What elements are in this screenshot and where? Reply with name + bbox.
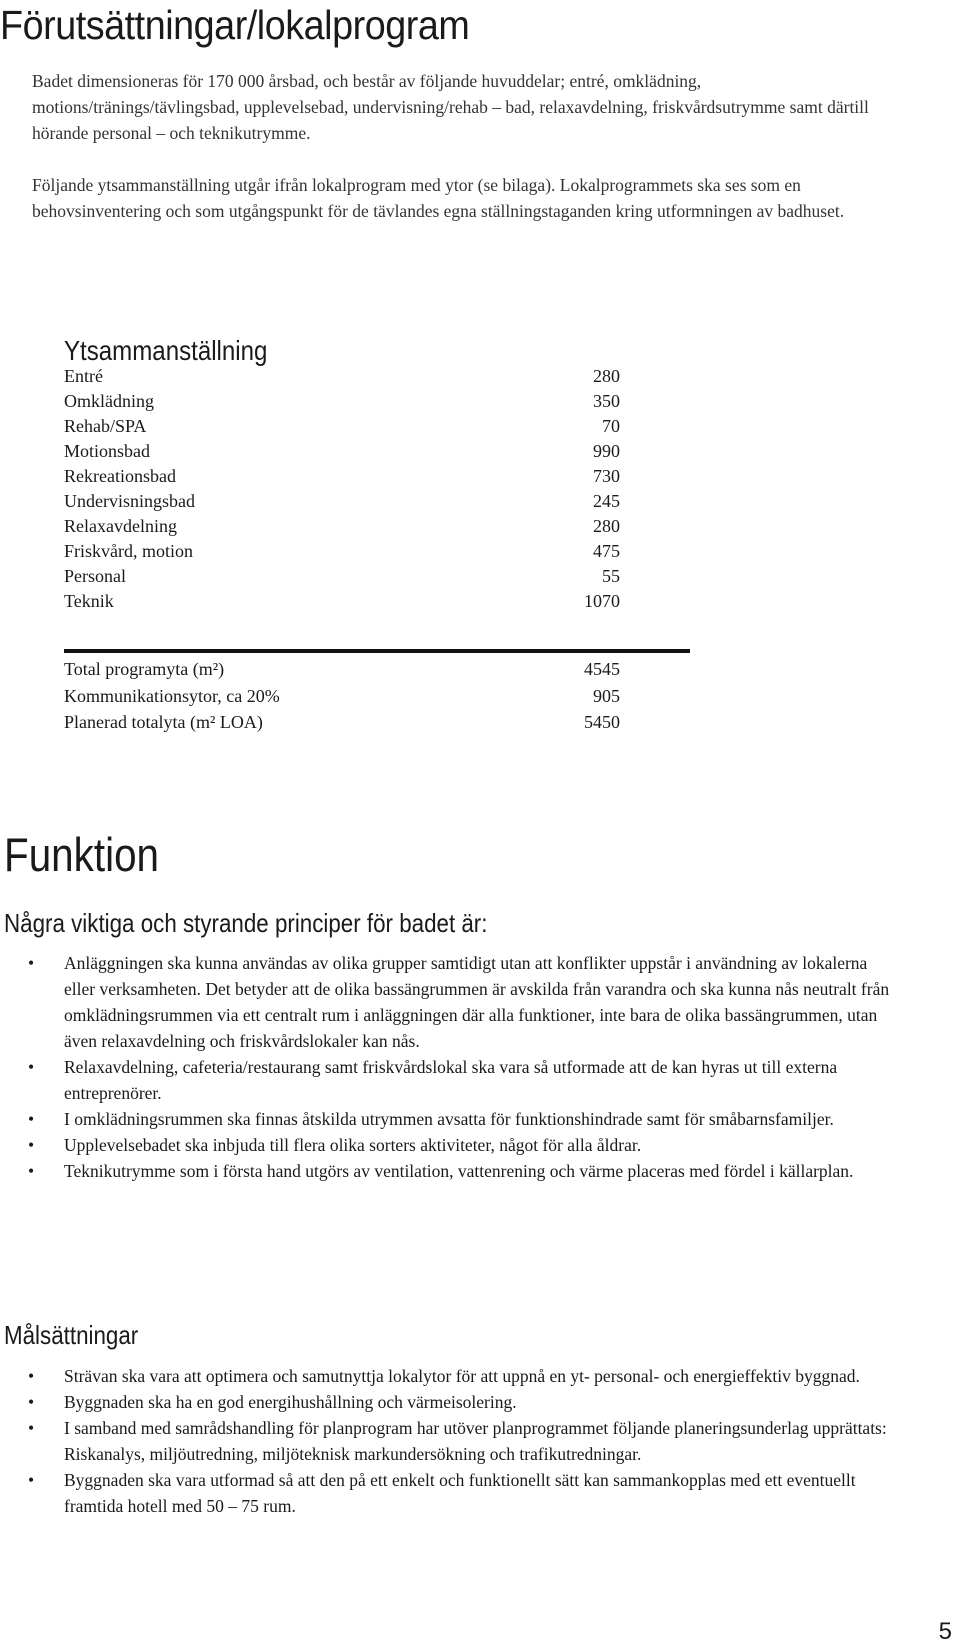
bullet-text: Upplevelsebadet ska inbjuda till flera olika sorters aktiviteter, något för alla åldrar.	[64, 1135, 642, 1155]
bullet-item	[0, 1363, 900, 1389]
page-title: Förutsättningar/lokalprogram	[0, 2, 470, 48]
bullet-item	[0, 1106, 900, 1132]
area-row	[64, 588, 620, 614]
area-row-value: 730	[593, 466, 620, 486]
bullet-icon: •	[28, 1366, 35, 1386]
funktion-heading: Funktion	[4, 828, 160, 881]
total-row-label: Planerad totalyta (m² LOA)	[64, 712, 263, 732]
area-table-title: Ytsammanställning	[64, 335, 268, 366]
area-row	[64, 538, 620, 564]
bullet-text: I samband med samrådshandling för planprogram har utöver planprogrammet följande planeringsunderlag upprättats: Riskanalys, miljöutredning, miljöteknisk markundersökning och trafikutredningar.	[64, 1418, 887, 1464]
funktion-list	[0, 950, 900, 1184]
area-row	[64, 413, 620, 439]
bullet-icon: •	[28, 1470, 35, 1490]
area-row-label: Entré	[64, 366, 103, 386]
area-row	[64, 513, 620, 539]
area-row	[64, 363, 620, 389]
bullet-item	[0, 1389, 900, 1415]
page-number: 5	[938, 1618, 952, 1645]
table-divider	[64, 649, 690, 653]
bullet-icon: •	[28, 1057, 35, 1077]
area-row-label: Undervisningsbad	[64, 491, 195, 511]
bullet-icon: •	[28, 1418, 35, 1438]
bullet-text: Byggnaden ska vara utformad så att den på ett enkelt och funktionellt sätt kan sammankopplas med ett eventuellt framtida hotell med 50 – 75 rum.	[64, 1470, 856, 1516]
area-row-label: Motionsbad	[64, 441, 151, 461]
bullet-item	[0, 1132, 900, 1158]
area-row-label: Omklädning	[64, 391, 154, 411]
area-row	[64, 438, 620, 464]
bullet-item	[0, 1158, 900, 1184]
bullet-text: Anläggningen ska kunna användas av olika grupper samtidigt utan att konflikter uppstår i användning av lokalerna eller verksamheten. Det betyder att de olika bassängrummen är avskilda från varandra och ska kunna nås neutralt från omklädningsrummen via ett centralt rum i anläggningen där alla funktioner, inte bara de olika bassängrummen, utan även relaxavdelning och friskvårdslokaler kan nås.	[64, 953, 890, 1051]
area-row-value: 475	[593, 541, 620, 561]
area-row	[64, 563, 620, 589]
total-row	[64, 656, 620, 682]
bullet-text: Strävan ska vara att optimera och samutnyttja lokalytor för att uppnå en yt- personal- och energieffektiv byggnad.	[64, 1366, 860, 1386]
intro-paragraph-1: Badet dimensioneras för 170 000 årsbad, och består av följande huvuddelar; entré, omklädning, motions/tränings/tävlingsbad, upplevelsebad, undervisning/rehab – bad, relaxavdelning, friskvårdsutrymme samt därtill hörande personal – och teknikutrymme.	[32, 71, 869, 143]
bullet-icon: •	[28, 1392, 35, 1412]
bullet-icon: •	[28, 1135, 35, 1155]
malsattningar-heading: Målsättningar	[4, 1320, 139, 1350]
total-row-value: 5450	[584, 712, 620, 732]
area-row-label: Teknik	[64, 591, 114, 611]
bullet-item	[0, 1054, 900, 1106]
intro-paragraph-2: Följande ytsammanställning utgår ifrån lokalprogram med ytor (se bilaga). Lokalprogrammets ska ses som en behovsinventering och som utgångspunkt för de tävlandes egna ställningstaganden kring utformningen av badhuset.	[32, 175, 845, 221]
bullet-item	[0, 950, 900, 1054]
funktion-subheading: Några viktiga och styrande principer för badet är:	[4, 908, 488, 938]
bullet-icon: •	[28, 1109, 35, 1129]
bullet-text: I omklädningsrummen ska finnas åtskilda utrymmen avsatta för funktionshindrade samt för småbarnsfamiljer.	[64, 1109, 834, 1129]
total-row-value: 4545	[584, 659, 620, 679]
total-row-label: Kommunikationsytor, ca 20%	[64, 685, 280, 706]
area-row-value: 70	[602, 416, 620, 436]
malsattningar-list	[0, 1363, 900, 1519]
total-row	[64, 709, 620, 735]
area-row-label: Relaxavdelning	[64, 516, 177, 536]
area-row-value: 990	[593, 441, 620, 461]
area-row-value: 280	[593, 516, 620, 536]
total-row-value: 905	[593, 685, 620, 706]
bullet-text: Relaxavdelning, cafeteria/restaurang samt friskvårdslokal ska vara så utformade att de kan hyras ut till externa entreprenörer.	[64, 1057, 838, 1103]
area-row	[64, 388, 620, 414]
area-row-value: 245	[593, 491, 620, 511]
bullet-icon: •	[28, 1161, 35, 1181]
total-row-label: Total programyta (m²)	[64, 659, 225, 679]
area-row-value: 280	[593, 366, 620, 386]
area-row-value: 350	[593, 391, 620, 411]
bullet-text: Byggnaden ska ha en god energihushållning och värmeisolering.	[64, 1392, 517, 1412]
bullet-item	[0, 1467, 900, 1519]
bullet-icon: •	[28, 953, 35, 973]
area-row-label: Rekreationsbad	[64, 466, 176, 486]
area-row-value: 55	[602, 566, 620, 586]
area-row	[64, 463, 620, 489]
bullet-text: Teknikutrymme som i första hand utgörs av ventilation, vattenrening och värme placeras med fördel i källarplan.	[64, 1161, 854, 1181]
area-row	[64, 488, 620, 514]
total-row	[64, 683, 620, 709]
area-row-label: Friskvård, motion	[64, 541, 193, 561]
bullet-item	[0, 1415, 900, 1467]
area-row-label: Personal	[64, 566, 126, 586]
area-row-label: Rehab/SPA	[64, 416, 147, 436]
area-row-value: 1070	[584, 591, 620, 611]
